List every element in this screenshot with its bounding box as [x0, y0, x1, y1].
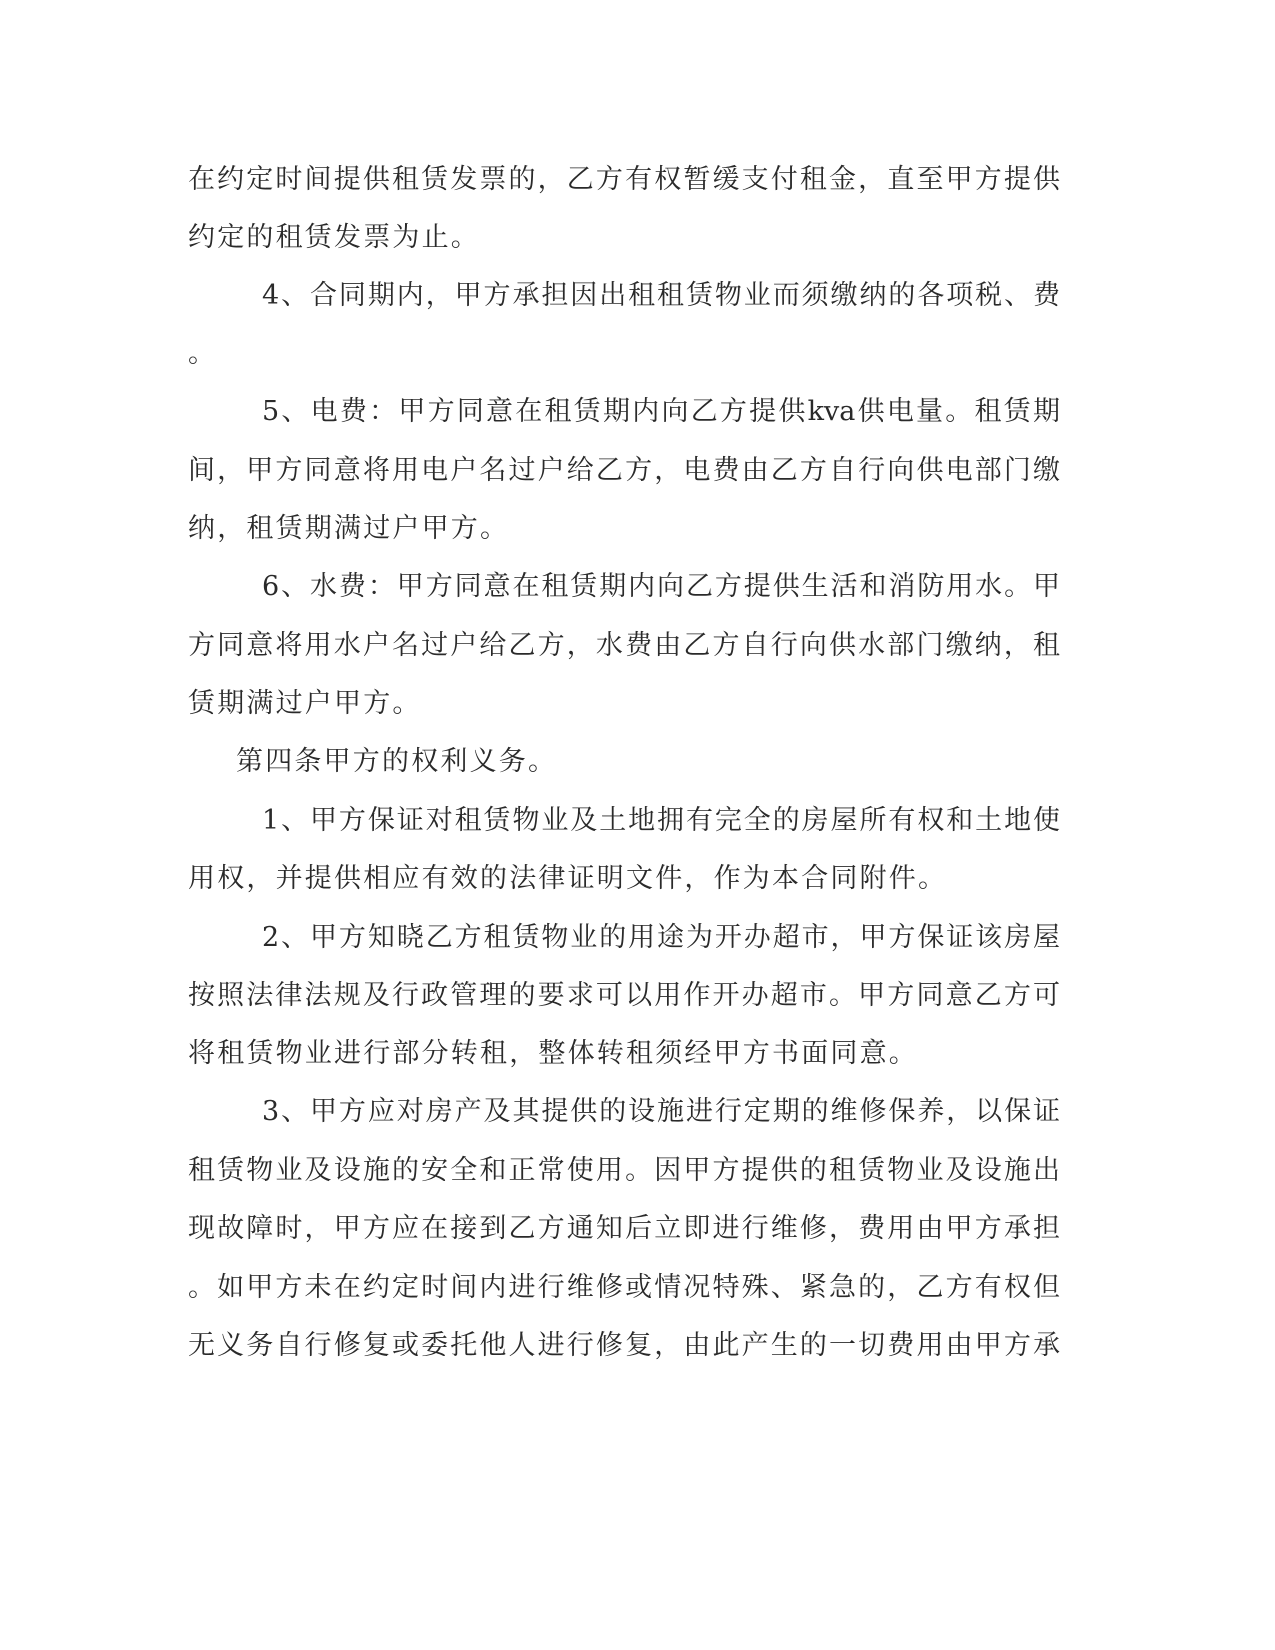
clause-6-line-1: 6、水费：甲方同意在租赁期内向乙方提供生活和消防用水。甲: [262, 571, 1060, 602]
article-4-item-3-line-3: 现故障时，甲方应在接到乙方通知后立即进行维修，费用由甲方承担: [188, 1213, 1060, 1244]
article-4-item-2-line-3: 将租赁物业进行部分转租，整体转租须经甲方书面同意。: [188, 1038, 918, 1069]
article-4-item-2-line-2: 按照法律法规及行政管理的要求可以用作开办超市。甲方同意乙方可: [188, 980, 1060, 1011]
clause-6-line-3: 赁期满过户甲方。: [188, 688, 422, 719]
text-line-2: 约定的租赁发票为止。: [188, 222, 480, 253]
article-4-item-3-line-1: 3、甲方应对房产及其提供的设施进行定期的维修保养，以保证: [262, 1096, 1060, 1127]
article-4-item-3-line-4: 。如甲方未在约定时间内进行维修或情况特殊、紧急的，乙方有权但: [188, 1272, 1060, 1303]
article-4-item-1-line-1: 1、甲方保证对租赁物业及土地拥有完全的房屋所有权和土地使: [262, 805, 1060, 836]
article-4-item-3-line-2: 租赁物业及设施的安全和正常使用。因甲方提供的租赁物业及设施出: [188, 1155, 1060, 1186]
article-4-item-3-line-5: 无义务自行修复或委托他人进行修复，由此产生的一切费用由甲方承: [188, 1330, 1060, 1361]
clause-4-line-1: 4、合同期内，甲方承担因出租租赁物业而须缴纳的各项税、费: [262, 280, 1060, 311]
clause-5-line-2: 间，甲方同意将用电户名过户给乙方，电费由乙方自行向供电部门缴: [188, 455, 1060, 486]
text-line-1: 在约定时间提供租赁发票的，乙方有权暂缓支付租金，直至甲方提供: [188, 164, 1060, 195]
article-4-heading: 第四条甲方的权利义务。: [236, 746, 558, 777]
clause-6-line-2: 方同意将用水户名过户给乙方，水费由乙方自行向供水部门缴纳，租: [188, 630, 1060, 661]
article-4-item-1-line-2: 用权，并提供相应有效的法律证明文件，作为本合同附件。: [188, 863, 948, 894]
clause-5-line-3: 纳，租赁期满过户甲方。: [188, 513, 510, 544]
clause-5-line-1: 5、电费：甲方同意在租赁期内向乙方提供kva供电量。租赁期: [262, 396, 1060, 427]
article-4-item-2-line-1: 2、甲方知晓乙方租赁物业的用途为开办超市，甲方保证该房屋: [262, 922, 1060, 953]
clause-4-line-2: 。: [188, 338, 218, 369]
